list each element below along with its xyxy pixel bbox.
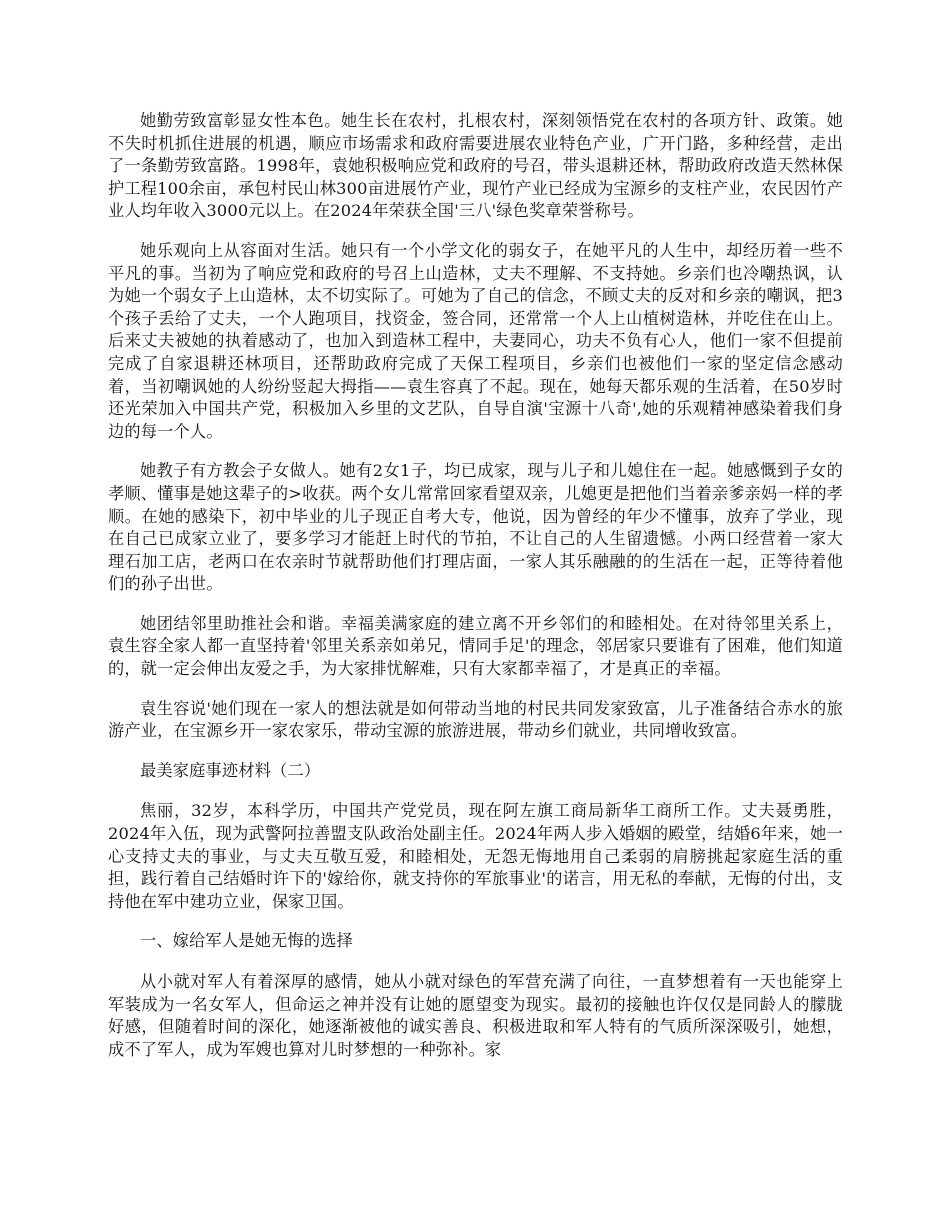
paragraph-neighbors: 她团结邻里助推社会和谐。幸福美满家庭的建立离不开乡邻们的和睦相处。在对待邻里关系上，袁生容全家人都一直坚持着'邻里关系亲如弟兄，情同手足'的理念，邻居家只要谁有了困难，他们知道的，就一定会伸出友爱之手，为大家排忧解难，只有大家都幸福了，才是真正的幸福。 bbox=[108, 613, 843, 679]
paragraph-optimism: 她乐观向上从容面对生活。她只有一个小学文化的弱女子，在她平凡的人生中，却经历着一些不平凡的事。当初为了响应党和政府的号召上山造林，丈夫不理解、不支持她。乡亲们也冷嘲热讽，认为她一个弱女子上山造林，太不切实际了。可她为了自己的信念，不顾丈夫的反对和乡亲的嘲讽，把3个孩子丢给了丈夫，一个人跑项目，找资金，签合同，还常常一个人上山植树造林，并吃住在山上。后来丈夫被她的执着感动了，也加入到造林工程中，夫妻同心，功夫不负有心人，他们一家不但提前完成了自家退耕还林项目，还帮助政府完成了天保工程项目，乡亲们也被他们一家的坚定信念感动着，当初嘲讽她的人纷纷竖起大拇指——袁生容真了不起。现在，她每天都乐观的生活着，在50岁时还光荣加入中国共产党，积极加入乡里的文艺队，自导自演'宝源十八奇',她的乐观精神感染着我们身边的每一个人。 bbox=[108, 240, 843, 441]
section-title-part-two: 最美家庭事迹材料（二） bbox=[140, 760, 321, 780]
paragraph-parenting: 她教子有方教会子女做人。她有2女1子，均已成家，现与儿子和儿媳住在一起。她感慨到子女的孝顺、懂事是她这辈子的>收获。两个女儿常常回家看望双亲，儿媳更是把他们当着亲爹亲妈一样的孝顺。在她的感染下，初中毕业的儿子现正自考大专，他说，因为曾经的年少不懂事，放弃了学业，现在自己已成家立业了，要多学习才能赶上时代的节拍，不让自己的人生留遗憾。小两口经营着一家大理石加工店，老两口在农亲时节就帮助他们打理店面，一家人其乐融融的的生活在一起，正等待着他们的孙子出世。 bbox=[108, 461, 843, 594]
paragraph-introduction: 焦丽，32岁，本科学历，中国共产党党员，现在阿左旗工商局新华工商所工作。丈夫聂勇胜，2024年入伍，现为武警阿拉善盟支队政治处副主任。2024年两人步入婚姻的殿堂，结婚6年来，她一心支持丈夫的事业，与丈夫互敬互爱，和睦相处，无怨无悔地用自己柔弱的肩膀挑起家庭生活的重担，践行着自己结婚时许下的'嫁给你，就支持你的军旅事业'的诺言，用无私的奉献，无悔的付出，支持他在军中建功立业，保家卫国。 bbox=[108, 801, 843, 911]
document-page bbox=[108, 110, 843, 1078]
paragraph-diligence: 她勤劳致富彰显女性本色。她生长在农村，扎根农村，深刻领悟党在农村的各项方针、政策。她不失时机抓住进展的机遇，顺应市场需求和政府需要进展农业特色产业，广开门路，多种经营，走出了一条勤劳致富路。1998年，袁她积极响应党和政府的号召，带头退耕还林，帮助政府改造天然林保护工程100余亩，承包村民山林300亩进展竹产业，现竹产业已经成为宝源乡的支柱产业，农民因竹产业人均年收入3000元以上。在2024年荣获全国'三八'绿色奖章荣誉称号。 bbox=[108, 111, 843, 221]
paragraph-childhood-dream: 从小就对军人有着深厚的感情，她从小就对绿色的军营充满了向往，一直梦想着有一天也能穿上军装成为一名女军人，但命运之神并没有让她的愿望变为现实。最初的接触也许仅仅是同龄人的朦胧好感，但随着时间的深化，她逐渐被他的诚实善良、积极进取和军人特有的气质所深深吸引，她想，成不了军人，成为军嫂也算对儿时梦想的一种弥补。家 bbox=[108, 972, 843, 1059]
subheading-marrying-soldier: 一、嫁给军人是她无悔的选择 bbox=[140, 931, 354, 951]
paragraph-future-plans: 袁生容说'她们现在一家人的想法就是如何带动当地的村民共同发家致富，儿子准备结合赤水的旅游产业，在宝源乡开一家农家乐，带动宝源的旅游进展，带动乡们就业，共同增收致富。 bbox=[108, 698, 843, 741]
